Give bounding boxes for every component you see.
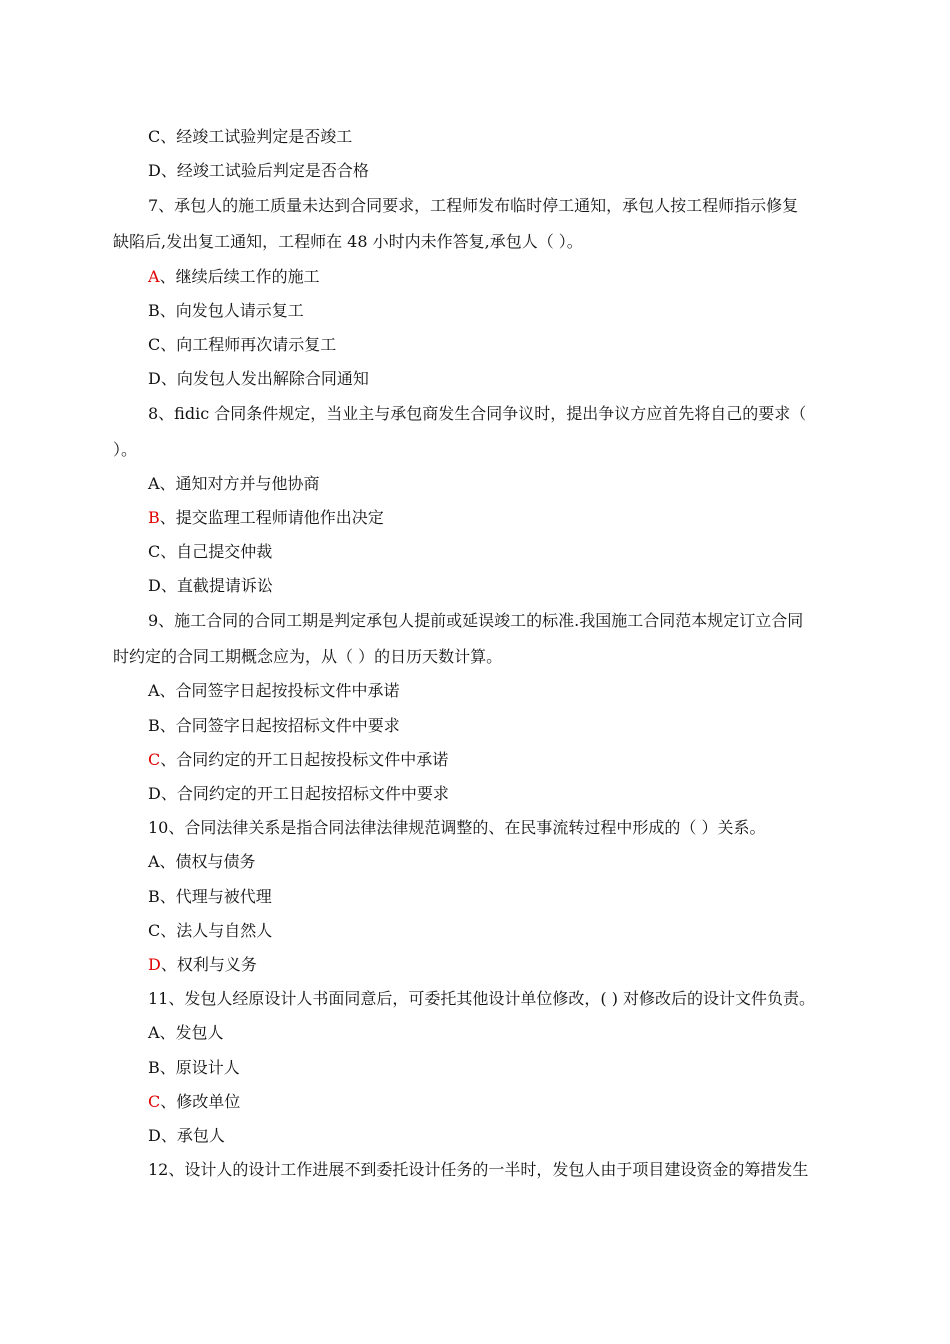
option-text: C、法人与自然人 — [148, 921, 273, 940]
option-text: A、债权与债务 — [148, 852, 256, 871]
question-8-cont — [0, 440, 950, 460]
option-text: A、合同签字日起按投标文件中承诺 — [148, 681, 400, 700]
question-7-cont — [0, 232, 950, 252]
option-text: 、继续后续工作的施工 — [159, 267, 320, 286]
question-11 — [0, 989, 950, 1009]
option-text: C、经竣工试验判定是否竣工 — [148, 127, 353, 146]
question-9 — [0, 611, 950, 631]
option-text: 、权利与义务 — [160, 955, 257, 974]
option-c-q8 — [0, 542, 950, 562]
option-text: 、修改单位 — [160, 1092, 241, 1111]
question-text: 9、施工合同的合同工期是判定承包人提前或延误竣工的标准.我国施工合同范本规定订立合同 — [148, 611, 804, 630]
answer-letter: A — [148, 267, 160, 286]
option-text: 、合同约定的开工日起按投标文件中承诺 — [160, 750, 449, 769]
option-b-q10 — [0, 887, 950, 907]
option-b-q11 — [0, 1058, 950, 1078]
question-12 — [0, 1160, 950, 1180]
option-c-q9 — [0, 750, 950, 770]
option-text: D、经竣工试验后判定是否合格 — [148, 161, 369, 180]
option-text: B、代理与被代理 — [148, 887, 272, 906]
question-text: 时约定的合同工期概念应为，从（ ）的日历天数计算。 — [113, 647, 503, 666]
option-text: D、承包人 — [148, 1126, 225, 1145]
option-a-q8 — [0, 474, 950, 494]
option-a-q10 — [0, 852, 950, 872]
option-c-q7 — [0, 335, 950, 355]
question-8 — [0, 404, 950, 424]
option-b-q9 — [0, 716, 950, 736]
option-c-q11 — [0, 1092, 950, 1112]
question-text: 缺陷后,发出复工通知，工程师在 48 小时内未作答复,承包人（ ）。 — [113, 232, 583, 251]
answer-letter: D — [148, 955, 161, 974]
option-b-q7 — [0, 301, 950, 321]
answer-letter: C — [148, 1092, 161, 1111]
question-10 — [0, 818, 950, 838]
option-text: B、向发包人请示复工 — [148, 301, 304, 320]
answer-letter: B — [148, 508, 160, 527]
option-a-q7 — [0, 267, 950, 287]
option-d-q9 — [0, 784, 950, 804]
option-text: C、向工程师再次请示复工 — [148, 335, 337, 354]
question-text: ）。 — [113, 440, 138, 459]
question-text: 8、fidic 合同条件规定，当业主与承包商发生合同争议时，提出争议方应首先将自己的要求（ — [148, 404, 807, 423]
option-text: B、原设计人 — [148, 1058, 240, 1077]
option-d-q11 — [0, 1126, 950, 1146]
option-text: B、合同签字日起按招标文件中要求 — [148, 716, 400, 735]
option-a-q11 — [0, 1023, 950, 1043]
option-text: D、直截提请诉讼 — [148, 576, 273, 595]
question-text: 10、合同法律关系是指合同法律法律规范调整的、在民事流转过程中形成的（ ）关系。 — [148, 818, 766, 837]
option-text: D、合同约定的开工日起按招标文件中要求 — [148, 784, 449, 803]
option-d-q7 — [0, 369, 950, 389]
question-text: 7、承包人的施工质量未达到合同要求，工程师发布临时停工通知，承包人按工程师指示修复 — [148, 196, 799, 215]
option-a-q9 — [0, 681, 950, 701]
option-text: D、向发包人发出解除合同通知 — [148, 369, 369, 388]
option-text: A、通知对方并与他协商 — [148, 474, 320, 493]
option-b-q8 — [0, 508, 950, 528]
question-text: 11、发包人经原设计人书面同意后，可委托其他设计单位修改，( ) 对修改后的设计文件负责。 — [148, 989, 816, 1008]
question-9-cont — [0, 647, 950, 667]
option-d-q10 — [0, 955, 950, 975]
question-7 — [0, 196, 950, 216]
option-d-q6 — [0, 161, 950, 181]
answer-letter: C — [148, 750, 161, 769]
option-text: 、提交监理工程师请他作出决定 — [159, 508, 384, 527]
option-d-q8 — [0, 576, 950, 596]
option-text: A、发包人 — [148, 1023, 224, 1042]
option-c-q6 — [0, 127, 950, 147]
option-c-q10 — [0, 921, 950, 941]
question-text: 12、设计人的设计工作进展不到委托设计任务的一半时，发包人由于项目建设资金的筹措发生 — [148, 1160, 809, 1179]
option-text: C、自己提交仲裁 — [148, 542, 273, 561]
